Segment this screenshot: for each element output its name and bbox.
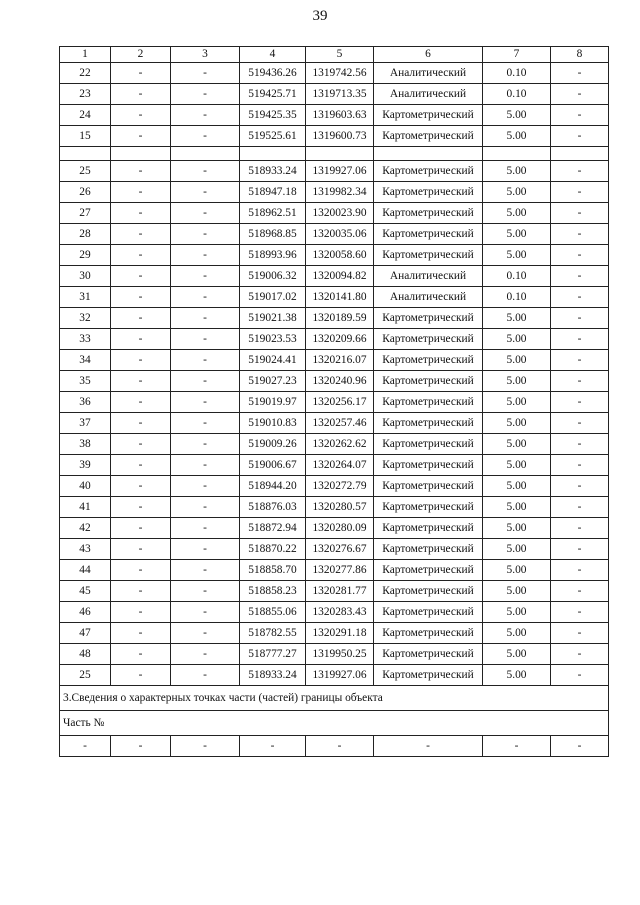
- table-cell: -: [551, 736, 609, 757]
- table-cell: 0.10: [483, 84, 551, 105]
- table-row: [60, 539, 609, 560]
- table-cell: 1320094.82: [306, 266, 374, 287]
- table-cell: 518858.70: [240, 560, 306, 581]
- table-cell: 28: [60, 224, 111, 245]
- table-cell: 519023.53: [240, 329, 306, 350]
- table-cell: 5.00: [483, 182, 551, 203]
- table-cell: 1320264.07: [306, 455, 374, 476]
- table-cell: Картометрический: [374, 518, 483, 539]
- table-cell: -: [551, 182, 609, 203]
- table-row: [60, 644, 609, 665]
- table-cell: -: [171, 497, 240, 518]
- table-row: [60, 623, 609, 644]
- table-row: [60, 105, 609, 126]
- table-row: [60, 602, 609, 623]
- table-cell: 518947.18: [240, 182, 306, 203]
- table-cell: 47: [60, 623, 111, 644]
- table-cell: Картометрический: [374, 392, 483, 413]
- table-cell: 1320283.43: [306, 602, 374, 623]
- table-cell: 1319742.56: [306, 63, 374, 84]
- table-cell: Картометрический: [374, 161, 483, 182]
- table-cell: 1320262.62: [306, 434, 374, 455]
- table-cell: 5.00: [483, 434, 551, 455]
- table-cell: 5.00: [483, 476, 551, 497]
- table-cell: 1320257.46: [306, 413, 374, 434]
- table-cell: Картометрический: [374, 126, 483, 147]
- table-cell: 31: [60, 287, 111, 308]
- table-cell: -: [171, 560, 240, 581]
- table-cell: -: [551, 84, 609, 105]
- table-cell: -: [551, 413, 609, 434]
- table-cell: -: [171, 63, 240, 84]
- table-cell: 22: [60, 63, 111, 84]
- table-cell: Картометрический: [374, 413, 483, 434]
- table-row: [60, 581, 609, 602]
- table-cell: 519425.71: [240, 84, 306, 105]
- table-cell: Аналитический: [374, 287, 483, 308]
- table-cell: -: [551, 371, 609, 392]
- table-cell: 5.00: [483, 392, 551, 413]
- table-cell: 1320291.18: [306, 623, 374, 644]
- table-cell: 46: [60, 602, 111, 623]
- table-cell: -: [551, 126, 609, 147]
- table-cell: -: [551, 665, 609, 686]
- table-cell: -: [171, 84, 240, 105]
- table-row: [60, 63, 609, 84]
- section-title: 3.Сведения о характерных точках части (частей) границы объекта: [60, 686, 609, 711]
- table-cell: -: [111, 497, 171, 518]
- table-cell: 33: [60, 329, 111, 350]
- table-cell: 1320141.80: [306, 287, 374, 308]
- column-header: 7: [483, 47, 551, 63]
- table-cell: -: [551, 560, 609, 581]
- table-row: [60, 266, 609, 287]
- table-cell: 1319950.25: [306, 644, 374, 665]
- table-cell: 1320281.77: [306, 581, 374, 602]
- table-cell: 1320209.66: [306, 329, 374, 350]
- table-cell: -: [111, 308, 171, 329]
- table-cell: 1319927.06: [306, 665, 374, 686]
- table-cell: 39: [60, 455, 111, 476]
- table-cell: -: [171, 266, 240, 287]
- table-cell: -: [551, 602, 609, 623]
- table-cell: Картометрический: [374, 308, 483, 329]
- column-header: 8: [551, 47, 609, 63]
- table-row: [60, 392, 609, 413]
- table-cell: 5.00: [483, 602, 551, 623]
- table-cell: 1320280.57: [306, 497, 374, 518]
- table-row: [60, 518, 609, 539]
- table-cell: -: [111, 287, 171, 308]
- table-cell: 518968.85: [240, 224, 306, 245]
- table-cell: -: [111, 476, 171, 497]
- table-cell: 24: [60, 105, 111, 126]
- table-cell: -: [171, 644, 240, 665]
- table-cell: 0.10: [483, 63, 551, 84]
- table-cell: Картометрический: [374, 581, 483, 602]
- empty-cell: [60, 147, 111, 161]
- table-cell: -: [374, 736, 483, 757]
- table-cell: -: [111, 581, 171, 602]
- table-cell: -: [111, 392, 171, 413]
- table-cell: Картометрический: [374, 623, 483, 644]
- table-cell: 519010.83: [240, 413, 306, 434]
- table-row: [60, 224, 609, 245]
- table-cell: -: [111, 245, 171, 266]
- table-cell: 518993.96: [240, 245, 306, 266]
- table-cell: -: [171, 581, 240, 602]
- table-cell: Аналитический: [374, 84, 483, 105]
- table-cell: 35: [60, 371, 111, 392]
- table-cell: -: [111, 623, 171, 644]
- table-cell: Картометрический: [374, 665, 483, 686]
- table-row: [60, 308, 609, 329]
- table-cell: 1319603.63: [306, 105, 374, 126]
- table-cell: 518870.22: [240, 539, 306, 560]
- table-cell: 519436.26: [240, 63, 306, 84]
- table-cell: -: [111, 736, 171, 757]
- table-body: [60, 47, 609, 757]
- table-row: [60, 84, 609, 105]
- table-cell: 519009.26: [240, 434, 306, 455]
- table-cell: 1320276.67: [306, 539, 374, 560]
- table-cell: -: [111, 266, 171, 287]
- table-cell: -: [171, 736, 240, 757]
- table-row: [60, 329, 609, 350]
- empty-cell: [483, 147, 551, 161]
- table-cell: 519017.02: [240, 287, 306, 308]
- table-cell: Аналитический: [374, 63, 483, 84]
- table-cell: 26: [60, 182, 111, 203]
- table-cell: -: [171, 518, 240, 539]
- empty-cell: [551, 147, 609, 161]
- table-cell: -: [111, 126, 171, 147]
- table-cell: -: [171, 371, 240, 392]
- table-cell: -: [111, 329, 171, 350]
- table-cell: -: [551, 287, 609, 308]
- table-cell: 1320280.09: [306, 518, 374, 539]
- table-row: [60, 161, 609, 182]
- table-cell: -: [171, 455, 240, 476]
- table-cell: 5.00: [483, 126, 551, 147]
- empty-cell: [171, 147, 240, 161]
- table-cell: 518872.94: [240, 518, 306, 539]
- table-cell: 0.10: [483, 266, 551, 287]
- table-cell: Картометрический: [374, 182, 483, 203]
- table-cell: 40: [60, 476, 111, 497]
- table-row: [60, 560, 609, 581]
- table-cell: 5.00: [483, 413, 551, 434]
- table-cell: 519024.41: [240, 350, 306, 371]
- table-cell: 5.00: [483, 105, 551, 126]
- part-label-row: [60, 711, 609, 736]
- table-cell: 0.10: [483, 287, 551, 308]
- table-cell: -: [483, 736, 551, 757]
- table-cell: -: [111, 224, 171, 245]
- table-row: [60, 182, 609, 203]
- table-cell: 518876.03: [240, 497, 306, 518]
- table-cell: -: [551, 203, 609, 224]
- column-header: 5: [306, 47, 374, 63]
- table-cell: 5.00: [483, 623, 551, 644]
- table-cell: Картометрический: [374, 560, 483, 581]
- table-cell: 518777.27: [240, 644, 306, 665]
- table-cell: 25: [60, 665, 111, 686]
- table-cell: -: [171, 413, 240, 434]
- table-cell: 519021.38: [240, 308, 306, 329]
- table-cell: 1320240.96: [306, 371, 374, 392]
- table-cell: Картометрический: [374, 476, 483, 497]
- table-cell: Картометрический: [374, 644, 483, 665]
- table-cell: -: [551, 644, 609, 665]
- table-cell: 518933.24: [240, 161, 306, 182]
- column-header: 2: [111, 47, 171, 63]
- empty-cell: [111, 147, 171, 161]
- table-cell: -: [551, 539, 609, 560]
- column-header: 1: [60, 47, 111, 63]
- table-cell: -: [111, 455, 171, 476]
- table-cell: -: [111, 203, 171, 224]
- table-cell: 518858.23: [240, 581, 306, 602]
- table-row: [60, 203, 609, 224]
- table-cell: 519006.67: [240, 455, 306, 476]
- table-cell: 1320189.59: [306, 308, 374, 329]
- table-cell: 27: [60, 203, 111, 224]
- table-cell: -: [111, 84, 171, 105]
- table-cell: -: [171, 126, 240, 147]
- table-cell: Картометрический: [374, 224, 483, 245]
- table-cell: 1319600.73: [306, 126, 374, 147]
- table-cell: -: [111, 434, 171, 455]
- table-cell: -: [111, 161, 171, 182]
- table-cell: 519019.97: [240, 392, 306, 413]
- table-cell: Картометрический: [374, 350, 483, 371]
- table-cell: 45: [60, 581, 111, 602]
- table-cell: -: [171, 434, 240, 455]
- table-cell: Картометрический: [374, 203, 483, 224]
- table-cell: 5.00: [483, 560, 551, 581]
- table-row: [60, 413, 609, 434]
- table-cell: 518944.20: [240, 476, 306, 497]
- table-cell: Картометрический: [374, 539, 483, 560]
- table-cell: -: [551, 63, 609, 84]
- table-cell: -: [551, 455, 609, 476]
- table-cell: -: [551, 497, 609, 518]
- table-cell: -: [60, 736, 111, 757]
- part-label: Часть №: [60, 711, 609, 736]
- table-cell: 43: [60, 539, 111, 560]
- table-cell: 5.00: [483, 581, 551, 602]
- table-cell: -: [171, 476, 240, 497]
- table-cell: 37: [60, 413, 111, 434]
- table-cell: -: [551, 581, 609, 602]
- table-cell: -: [551, 329, 609, 350]
- table-row: [60, 371, 609, 392]
- table-cell: -: [111, 539, 171, 560]
- table-cell: 23: [60, 84, 111, 105]
- table-cell: -: [551, 623, 609, 644]
- table-cell: -: [111, 665, 171, 686]
- table-row: [60, 287, 609, 308]
- table-row: [60, 476, 609, 497]
- section-title-row: [60, 686, 609, 711]
- table-cell: -: [111, 560, 171, 581]
- table-cell: Картометрический: [374, 497, 483, 518]
- table-cell: -: [171, 161, 240, 182]
- table-cell: 5.00: [483, 224, 551, 245]
- table-cell: 5.00: [483, 455, 551, 476]
- table-cell: -: [551, 105, 609, 126]
- table-row: [60, 126, 609, 147]
- table-cell: 34: [60, 350, 111, 371]
- table-cell: -: [171, 105, 240, 126]
- page-number: 39: [312, 8, 328, 24]
- table-cell: -: [171, 539, 240, 560]
- table-cell: -: [111, 644, 171, 665]
- table-cell: 5.00: [483, 644, 551, 665]
- table-cell: 48: [60, 644, 111, 665]
- blank-separator-row: [60, 147, 609, 161]
- table-cell: -: [171, 623, 240, 644]
- table-cell: 519525.61: [240, 126, 306, 147]
- table-cell: -: [171, 308, 240, 329]
- empty-cell: [306, 147, 374, 161]
- table-cell: 519006.32: [240, 266, 306, 287]
- table-cell: -: [551, 224, 609, 245]
- table-cell: 5.00: [483, 497, 551, 518]
- table-cell: -: [171, 182, 240, 203]
- table-cell: 1320256.17: [306, 392, 374, 413]
- table-cell: -: [171, 224, 240, 245]
- table-cell: 1319927.06: [306, 161, 374, 182]
- table-row: [60, 434, 609, 455]
- table-cell: 42: [60, 518, 111, 539]
- table-cell: -: [171, 392, 240, 413]
- table-cell: -: [111, 518, 171, 539]
- table-cell: -: [306, 736, 374, 757]
- table-cell: -: [111, 182, 171, 203]
- table-cell: 15: [60, 126, 111, 147]
- table-cell: 38: [60, 434, 111, 455]
- table-cell: 32: [60, 308, 111, 329]
- table-cell: -: [111, 350, 171, 371]
- table-cell: 5.00: [483, 161, 551, 182]
- table-cell: -: [551, 392, 609, 413]
- table-cell: 1320216.07: [306, 350, 374, 371]
- table-cell: -: [551, 476, 609, 497]
- column-header: 4: [240, 47, 306, 63]
- table-cell: -: [171, 287, 240, 308]
- table-cell: -: [551, 350, 609, 371]
- table-cell: -: [171, 245, 240, 266]
- table-cell: 1320035.06: [306, 224, 374, 245]
- table-cell: 5.00: [483, 350, 551, 371]
- table-cell: 5.00: [483, 308, 551, 329]
- table-cell: -: [551, 161, 609, 182]
- table-row: [60, 497, 609, 518]
- table-cell: 25: [60, 161, 111, 182]
- table-cell: Картометрический: [374, 105, 483, 126]
- table-cell: 1320272.79: [306, 476, 374, 497]
- empty-cell: [240, 147, 306, 161]
- table-cell: Аналитический: [374, 266, 483, 287]
- table-cell: -: [171, 203, 240, 224]
- table-cell: -: [171, 602, 240, 623]
- table-cell: 518782.55: [240, 623, 306, 644]
- table-cell: 44: [60, 560, 111, 581]
- table-cell: Картометрический: [374, 371, 483, 392]
- table-cell: -: [111, 371, 171, 392]
- table-cell: -: [551, 434, 609, 455]
- table-cell: 519425.35: [240, 105, 306, 126]
- table-cell: -: [111, 602, 171, 623]
- table-cell: 1319713.35: [306, 84, 374, 105]
- table-cell: Картометрический: [374, 455, 483, 476]
- table-cell: -: [551, 245, 609, 266]
- table-cell: 41: [60, 497, 111, 518]
- table-cell: 29: [60, 245, 111, 266]
- empty-cell: [374, 147, 483, 161]
- table-cell: Картометрический: [374, 602, 483, 623]
- table-cell: 518933.24: [240, 665, 306, 686]
- table-cell: 5.00: [483, 329, 551, 350]
- column-header: 6: [374, 47, 483, 63]
- table-cell: Картометрический: [374, 329, 483, 350]
- table-cell: -: [111, 413, 171, 434]
- table-cell: 519027.23: [240, 371, 306, 392]
- table-cell: 5.00: [483, 371, 551, 392]
- table-cell: Картометрический: [374, 245, 483, 266]
- table-cell: 5.00: [483, 518, 551, 539]
- table-cell: 5.00: [483, 203, 551, 224]
- table-cell: -: [551, 308, 609, 329]
- table-cell: 518855.06: [240, 602, 306, 623]
- table-cell: -: [240, 736, 306, 757]
- table-row: [60, 245, 609, 266]
- table-cell: 5.00: [483, 539, 551, 560]
- table-cell: 36: [60, 392, 111, 413]
- table-row: [60, 665, 609, 686]
- table-cell: Картометрический: [374, 434, 483, 455]
- table-cell: 1319982.34: [306, 182, 374, 203]
- table-cell: 518962.51: [240, 203, 306, 224]
- table-cell: 1320023.90: [306, 203, 374, 224]
- table-cell: -: [171, 665, 240, 686]
- table-cell: -: [111, 63, 171, 84]
- table-cell: -: [551, 266, 609, 287]
- table-cell: -: [171, 350, 240, 371]
- boundary-points-table: [59, 46, 609, 757]
- table-cell: -: [551, 518, 609, 539]
- column-header: 3: [171, 47, 240, 63]
- header-row: [60, 47, 609, 63]
- table-cell: 1320277.86: [306, 560, 374, 581]
- table-row: [60, 350, 609, 371]
- table-cell: -: [171, 329, 240, 350]
- table-cell: 5.00: [483, 245, 551, 266]
- table-cell: 5.00: [483, 665, 551, 686]
- table-cell: 1320058.60: [306, 245, 374, 266]
- table-cell: 30: [60, 266, 111, 287]
- table-cell: -: [111, 105, 171, 126]
- table-row: [60, 736, 609, 757]
- table-row: [60, 455, 609, 476]
